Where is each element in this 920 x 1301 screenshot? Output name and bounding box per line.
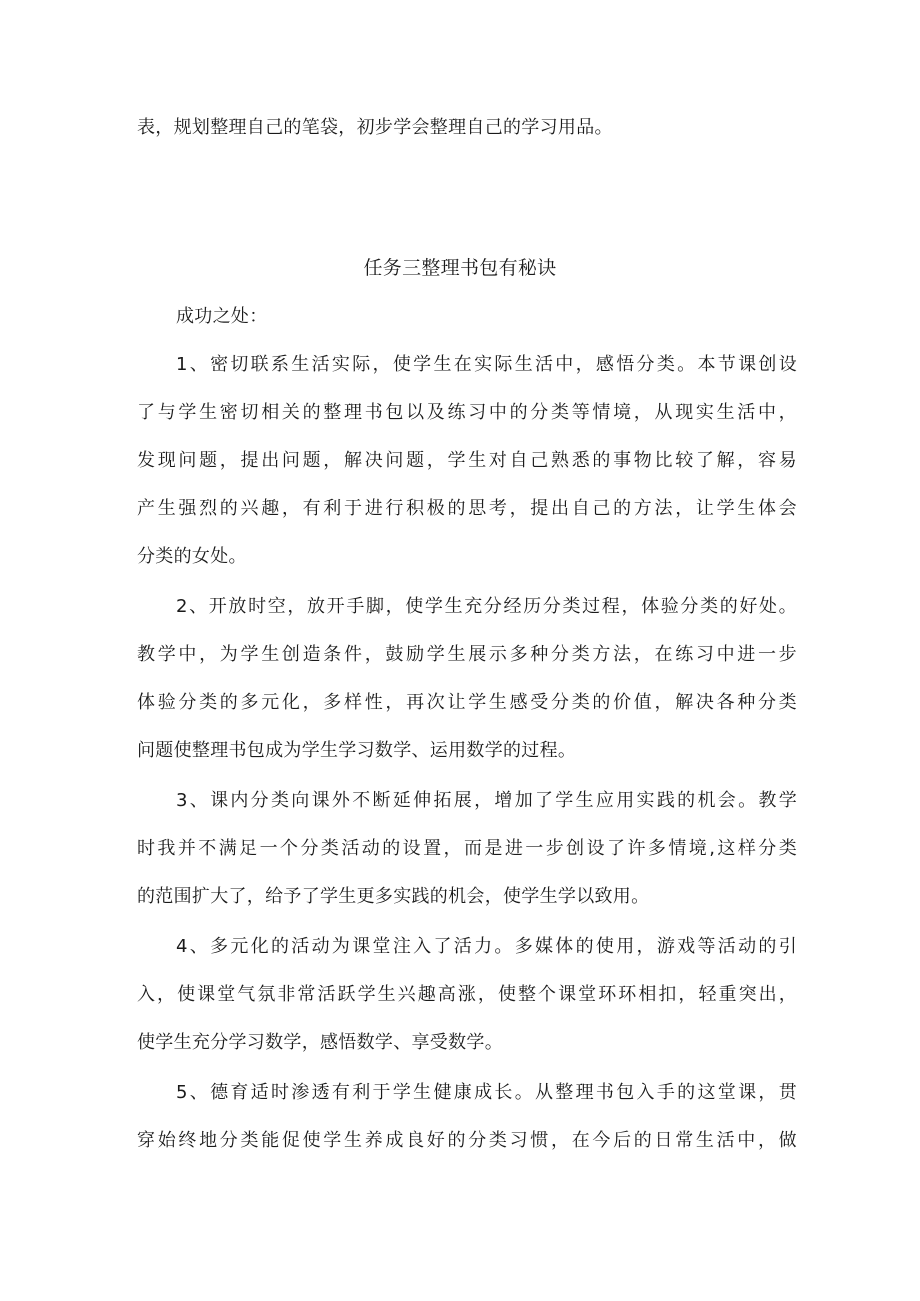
paragraph-line: 1、密切联系生活实际，使学生在实际生活中，感悟分类。本节课创设 [176, 354, 797, 375]
paragraph-line: 问题使整理书包成为学生学习数学、运用数学的过程。 [137, 740, 577, 761]
paragraph-line: 产生强烈的兴趣，有利于进行积极的思考，提出自己的方法，让学生体会 [137, 498, 797, 519]
paragraph-line: 发现问题，提出问题，解决问题，学生对自己熟悉的事物比较了解，容易 [137, 450, 797, 471]
paragraph-line: 4、多元化的活动为课堂注入了活力。多媒体的使用，游戏等活动的引 [176, 936, 797, 957]
paragraph-line: 分类的女处。 [137, 546, 247, 567]
paragraph-line: 了与学生密切相关的整理书包以及练习中的分类等情境，从现实生活中， [137, 402, 797, 423]
paragraph-line: 体验分类的多元化，多样性，再次让学生感受分类的价值，解决各种分类 [137, 692, 797, 713]
paragraph-line: 穿始终地分类能促使学生养成良好的分类习惯，在今后的日常生活中，做 [137, 1130, 797, 1151]
paragraph-line: 3、课内分类向课外不断延伸拓展，增加了学生应用实践的机会。教学 [176, 790, 797, 811]
carryover-line: 表，规划整理自己的笔袋，初步学会整理自己的学习用品。 [137, 117, 613, 138]
paragraph-line: 的范围扩大了，给予了学生更多实践的机会，使学生学以致用。 [137, 886, 650, 907]
paragraph-line: 教学中，为学生创造条件，鼓励学生展示多种分类方法，在练习中进一步 [137, 644, 797, 665]
subheading: 成功之处： [176, 306, 268, 327]
section-title: 任务三整理书包有秘诀 [363, 257, 557, 279]
paragraph-line: 2、开放时空，放开手脚，使学生充分经历分类过程，体验分类的好处。 [176, 596, 797, 617]
paragraph-line: 使学生充分学习数学，感悟数学、享受数学。 [137, 1032, 503, 1053]
paragraph-line: 时我并不满足一个分类活动的设置，而是进一步创设了许多情境,这样分类 [137, 838, 797, 859]
paragraph-line: 入，使课堂气氛非常活跃学生兴趣高涨，使整个课堂环环相扣，轻重突出， [137, 984, 797, 1005]
paragraph-line: 5、德育适时渗透有利于学生健康成长。从整理书包入手的这堂课，贯 [176, 1082, 797, 1103]
